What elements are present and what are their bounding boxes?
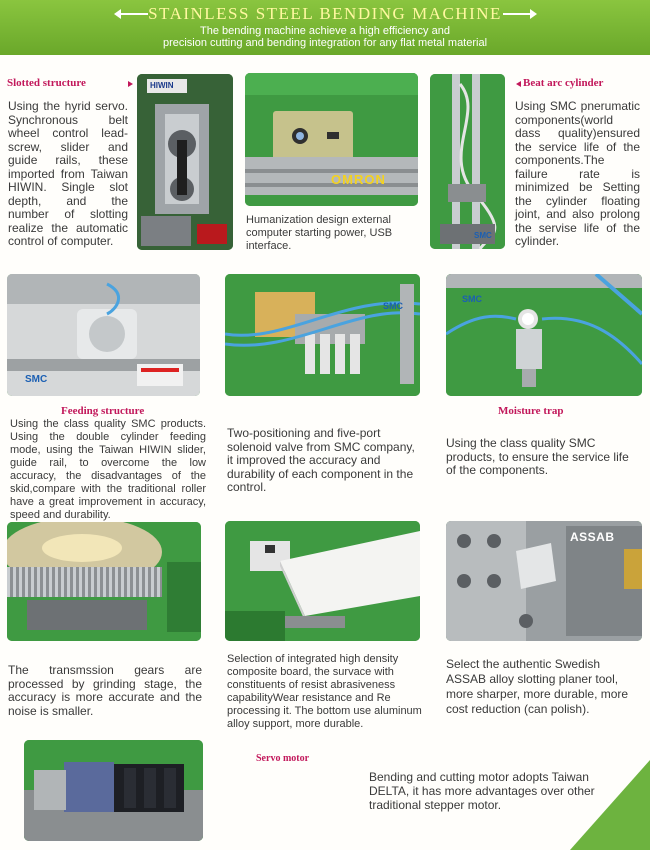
servo-text: Bending and cutting motor adopts Taiwan DELTA, it has more advantages over other traditional stepper motor.	[369, 770, 595, 812]
omron-label: OMRON	[331, 172, 386, 187]
photo-composite-board	[225, 521, 420, 641]
gears-text: The transmssion gears are processed by grinding stage, the accuracy is more accurate and the noise is smaller.	[8, 663, 202, 718]
corner-deco	[570, 760, 650, 850]
photo-assab-tool	[446, 521, 642, 641]
subtitle-line-1: The bending machine achieve a high efficiency and	[200, 25, 450, 37]
page-title: STAINLESS STEEL BENDING MACHINE	[148, 4, 502, 23]
photo-beat-arc-cylinder	[430, 74, 505, 249]
smc-label-solenoid: SMC	[383, 301, 403, 311]
slotted-text: Using the hyrid servo. Synchronous belt wheel control lead-screw, slider and guide rails, these imported from Taiwan HIWIN. Single slot depth, and the number of slotting realize the automatic control of computer.	[8, 99, 128, 248]
beat-arc-heading: Beat arc cylinder	[523, 77, 604, 89]
assab-label: ASSAB	[570, 530, 615, 544]
feeding-heading: Feeding structure	[61, 405, 145, 417]
photo-moisture-trap	[446, 274, 642, 396]
slotted-arrow-icon	[128, 81, 133, 87]
beat-arc-arrow-icon	[516, 81, 521, 87]
board-text: Selection of integrated high density composite board, the survace with constituents of resist abrasiveness capabilityWear resistance and Re processing it. The bottom use aluminum alloy support, more durable.	[227, 653, 422, 730]
subtitle-line-2: precision cutting and bending integration for any flat metal material	[162, 37, 488, 49]
photo-servo-motor	[24, 740, 203, 841]
photo-solenoid-valve	[225, 274, 420, 396]
smc-label-feeding: SMC	[25, 374, 48, 385]
page-subtitle	[0, 25, 650, 49]
feeding-text: Using the class quality SMC products. Using the double cylinder feeding mode, using the Taiwan HIWIN slider, guide rail, to overcome the low accuracy, the disadvantages of the skid,compare with the traditional roller have a great improvement in accuracy, speed and durability.	[10, 418, 206, 521]
power-text: Humanization design external computer starting power, USB interface.	[246, 214, 393, 252]
hiwin-label: HIWIN	[150, 81, 174, 90]
moisture-text: Using the class quality SMC products, to ensure the service life of the components.	[446, 436, 629, 477]
solenoid-text: Two-positioning and five-port solenoid valve from SMC company, it improved the accuracy and durability of each component in the control.	[227, 426, 415, 494]
photo-transmission-gears	[7, 522, 201, 641]
smc-label-beat-arc: SMC	[474, 231, 492, 240]
smc-label-moisture: SMC	[462, 294, 482, 304]
slotted-heading: Slotted structure	[7, 77, 86, 89]
photo-power-usb	[245, 73, 418, 206]
moisture-heading: Moisture trap	[498, 405, 564, 417]
header-banner	[0, 0, 650, 55]
photo-feeding-structure	[7, 274, 200, 396]
tool-text: Select the authentic Swedish ASSAB alloy slotting planer tool, more sharper, more durable, more cost reduction (can polish).	[446, 657, 629, 716]
photo-slotted-structure	[137, 74, 233, 250]
servo-heading: Servo motor	[256, 753, 310, 764]
beat-arc-text: Using SMC pnerumatic components(world dass quality)ensured the service life of the components.The failure rate is minimized be Setting the cylinder floating joint, and also prolong the servise life of the cylinder.	[515, 99, 640, 248]
